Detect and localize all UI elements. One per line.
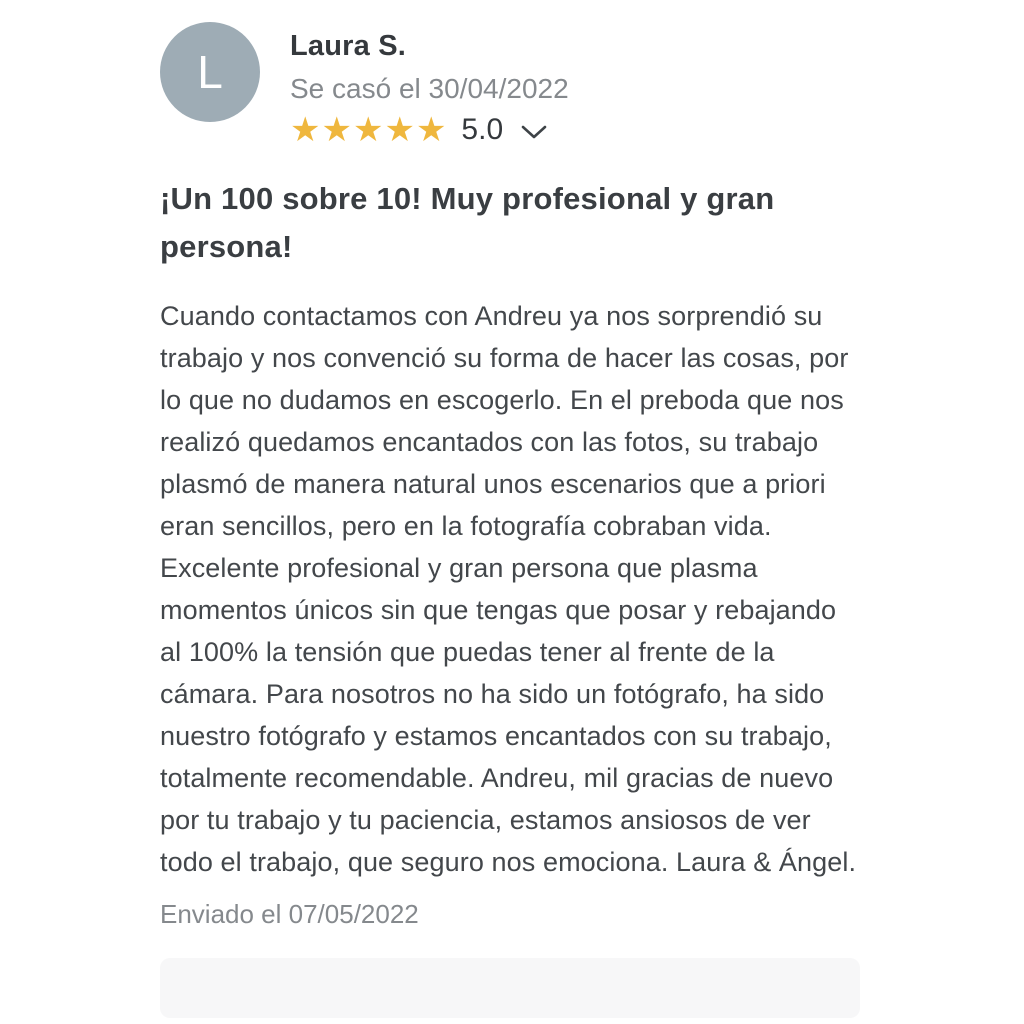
review-header bbox=[160, 22, 862, 147]
rating-value: 5.0 bbox=[461, 113, 504, 146]
review-title: ¡Un 100 sobre 10! Muy profesional y gran persona! bbox=[160, 181, 775, 264]
wedding-date: Se casó el 30/04/2022 bbox=[290, 73, 569, 104]
avatar bbox=[160, 22, 260, 122]
star-icon: ★ bbox=[384, 111, 416, 149]
star-rating bbox=[290, 113, 447, 147]
star-icon: ★ bbox=[321, 111, 353, 149]
chevron-down-icon[interactable] bbox=[521, 125, 547, 140]
star-icon: ★ bbox=[415, 111, 448, 149]
review-card bbox=[160, 22, 862, 1018]
reviewer-info bbox=[290, 22, 569, 147]
star-icon: ★ bbox=[352, 111, 385, 149]
sent-date: Enviado el 07/05/2022 bbox=[160, 899, 419, 929]
rating-dropdown[interactable] bbox=[290, 113, 569, 147]
star-icon: ★ bbox=[290, 111, 322, 149]
reviewer-name: Laura S. bbox=[290, 30, 407, 62]
review-body: Cuando contactamos con Andreu ya nos sorprendió su trabajo y nos convenció su forma de hacer las cosas, por lo que no dudamos en escogerlo. En el preboda que nos realizó quedamos encantados con las fotos, su trabajo plasmó de manera natural unos escenarios que a priori eran sencillos, pero en la fotografía cobraban vida. Excelente profesional y gran persona que plasma momentos únicos sin que tengas que posar y rebajando al 100% la tensión que puedas tener al frente de la cámara. Para nosotros no ha sido un fotógrafo, ha sido nuestro fotógrafo y estamos encantados con su trabajo, totalmente recomendable. Andreu, mil gracias de nuevo por tu trabajo y tu paciencia, estamos ansiosos de ver todo el trabajo, que seguro nos emociona. Laura & Ángel. bbox=[160, 301, 857, 877]
reply-box-partial bbox=[160, 958, 860, 1018]
avatar-initial: L bbox=[197, 46, 223, 98]
